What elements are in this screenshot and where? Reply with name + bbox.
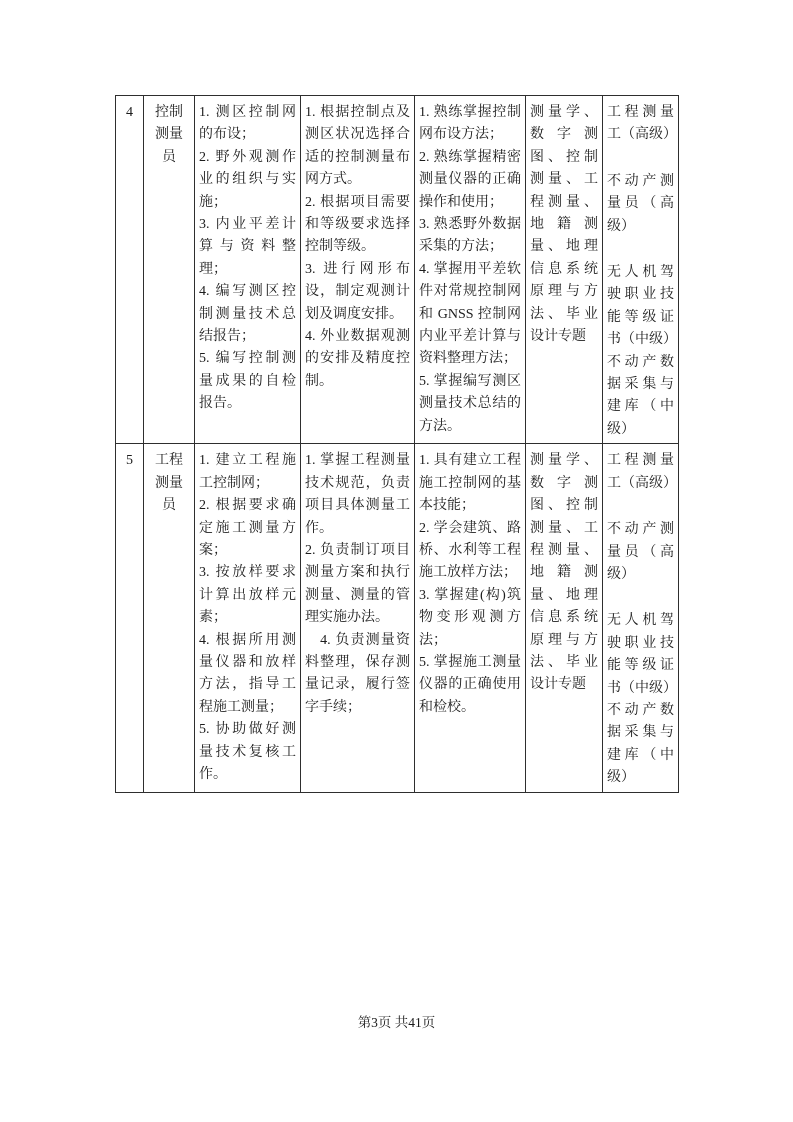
- table-row-4: [116, 96, 679, 444]
- skill-item: 1. 具有建立工程施工控制网的基本技能；: [419, 453, 521, 514]
- certificate-item: 不动产测量员（高级）: [607, 522, 674, 582]
- page-footer: 第3页 共41页: [357, 1015, 436, 1030]
- courses-cell: [526, 96, 603, 444]
- duty-item: 3. 按放样要求计算出放样元素；: [199, 565, 296, 626]
- table-row-5: [116, 444, 679, 792]
- courses-cell: [526, 444, 603, 792]
- requirement-item: 2. 负责制订项目测量方案和执行测量、测量的管理实施办法。: [305, 542, 410, 626]
- row-number: 4: [126, 105, 133, 120]
- duty-item: 3. 内业平差计算与资料整理；: [199, 217, 296, 277]
- requirement-item: 1. 根据控制点及测区状况选择合适的控制测量布网方式。: [305, 105, 410, 188]
- duty-item: 4. 根据所用测量仪器和放样方法，指导工程施工测量；: [199, 632, 296, 715]
- skill-item: 3. 熟悉野外数据采集的方法；: [419, 217, 521, 255]
- courses-text: 测量学、数字测图、控制测量、工程测量、地籍测量、地理信息系统原理与方法、毕业设计专题: [530, 105, 598, 345]
- requirements-cell: [301, 444, 415, 792]
- skill-item: 2. 熟练掌握精密测量仪器的正确操作和使用；: [419, 149, 521, 210]
- skills-cell: [415, 96, 526, 444]
- courses-text: 测量学、数字测图、控制测量、工程测量、地籍测量、地理信息系统原理与方法、毕业设计专题: [530, 453, 598, 693]
- certificates-cell: [603, 444, 679, 792]
- duty-item: 5. 协助做好测量技术复核工作。: [199, 722, 296, 782]
- requirement-item: 1. 掌握工程测量技术规范，负责项目具体测量工作。: [305, 453, 410, 536]
- certificate-item: 工程测量工（高级）: [607, 105, 677, 143]
- position-requirements-table: [115, 95, 679, 793]
- duty-item: 1. 测区控制网的布设；: [199, 105, 296, 143]
- position-title-cell: [144, 444, 195, 792]
- row-number-cell: [116, 444, 144, 792]
- skill-item: 5. 掌握施工测量仪器的正确使用和检校。: [419, 654, 521, 715]
- certificate-item: 工程测量工（高级）: [607, 453, 677, 491]
- certificate-item: 不动产数据采集与建库（中级）: [607, 354, 674, 437]
- requirement-item: 4. 外业数据观测的安排及精度控制。: [305, 329, 410, 389]
- duty-item: 1. 建立工程施工控制网；: [199, 453, 296, 491]
- skills-cell: [415, 444, 526, 792]
- position-title: 工程测量员: [155, 453, 183, 514]
- position-title-cell: [144, 96, 195, 444]
- row-number-cell: [116, 96, 144, 444]
- skill-item: 2. 学会建筑、路桥、水利等工程施工放样方法；: [419, 520, 521, 581]
- duty-item: 2. 野外观测作业的组织与实施；: [199, 149, 296, 210]
- certificate-item: 无人机驾驶职业技能等级证书（中级）: [607, 613, 677, 696]
- row-number: 5: [126, 453, 133, 469]
- requirements-cell: [301, 96, 415, 444]
- duties-cell: [195, 444, 301, 792]
- certificate-item: 无人机驾驶职业技能等级证书（中级）: [607, 265, 677, 348]
- requirement-item: 4. 负责测量资料整理，保存测量记录，履行签字手续；: [305, 632, 410, 715]
- duty-item: 4. 编写测区控制测量技术总结报告；: [199, 284, 296, 345]
- requirement-item: 2. 根据项目需要和等级要求选择控制等级。: [305, 194, 410, 255]
- requirement-item: 3. 进行网形布设，制定观测计划及调度安排。: [305, 261, 410, 322]
- skill-item: 5. 掌握编写测区测量技术总结的方法。: [419, 373, 521, 434]
- skill-item: 1. 熟练掌握控制网布设方法；: [419, 105, 521, 143]
- certificate-item: 不动产数据采集与建库（中级）: [607, 702, 674, 786]
- position-title: 控制测量员: [155, 105, 183, 165]
- certificates-cell: [603, 96, 679, 444]
- duties-cell: [195, 96, 301, 444]
- certificate-item: 不动产测量员（高级）: [607, 173, 674, 234]
- duty-item: 5. 编写控制测量成果的自检报告。: [199, 351, 296, 412]
- skill-item: 4. 掌握用平差软件对常规控制网和 GNSS 控制网内业平差计算与资料整理方法；: [419, 261, 521, 367]
- skill-item: 3. 掌握建(构)筑物变形观测方法；: [419, 587, 521, 648]
- duty-item: 2. 根据要求确定施工测量方案；: [199, 498, 296, 558]
